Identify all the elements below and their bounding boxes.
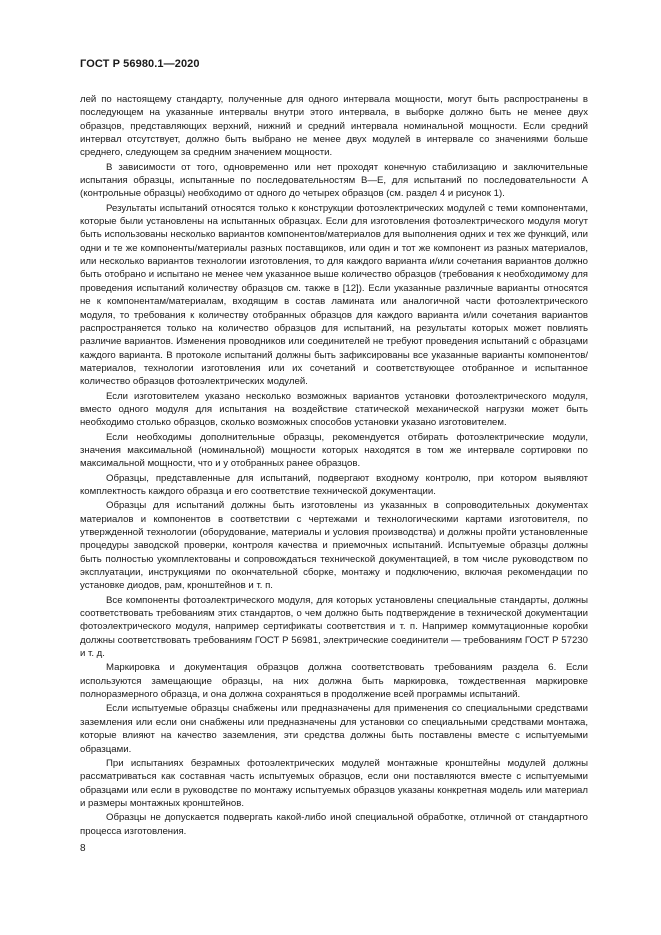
paragraph-12: Образцы не допускается подвергать какой-либо иной специальной обработке, отличной от стандартного процесса изготовления. [80, 812, 588, 837]
paragraph-4: Если изготовителем указано несколько возможных вариантов установки фотоэлектрического модуля, вместо одного модуля для испытания на воздействие статической механической нагрузки может быть необходимо столько образцов, сколько возможных способов установки указано изготовителем. [80, 390, 588, 429]
document-header: ГОСТ Р 56980.1—2020 [80, 58, 200, 70]
page-number: 8 [80, 843, 86, 854]
paragraph-8: Все компоненты фотоэлектрического модуля, для которых установлены специальные стандарты, должны соответствовать требованиям этих стандартов, о чем должно быть подтверждение в технической документации фотоэлектрического модуля, например сертификаты соответствия и т. п. Например коммутационные коробки должны соответствовать требованиям ГОСТ Р 56981, электрические соединители — требованиям ГОСТ Р 57230 и т. д. [80, 594, 588, 660]
paragraph-6: Образцы, представленные для испытаний, подвергают входному контролю, при котором выявляют комплектность каждого образца и его соответствие технической документации. [80, 472, 588, 497]
document-body [80, 93, 588, 839]
paragraph-10: Если испытуемые образцы снабжены или предназначены для применения со специальными средствами заземления или если они снабжены или предназначены для установки со специальными средствами монтажа, которые влияют на качество заземления, эти средства должны быть поставлены вместе с испытуемыми образцами. [80, 703, 588, 755]
paragraph-9: Маркировка и документация образцов должна соответствовать требованиям раздела 6. Если используются замещающие образцы, на них должна быть маркировка, тождественная маркировке полноразмерного образца, и она должна сохраняться в продолжение всей программы испытаний. [80, 662, 588, 701]
paragraph-3: Результаты испытаний относятся только к конструкции фотоэлектрических модулей с теми компонентами, которые были установлены на испытанных образцах. Если для изготовления фотоэлектрического модуля могут быть использованы несколько вариантов компонентов/материалов для выполнения одних и тех же функций, или одни и те же компоненты/материалы разных поставщиков, или один и тот же компонент из разных материалов, или несколько вариантов технологии изготовления, то для каждого варианта и/или сочетания вариантов должно быть отобрано и испытано не менее чем указанное выше количество образцов (требования к необходимому для проведения испытаний количеству образцов см. также в [12]). Если указанные различные варианты относятся не к компонентам/материалам, входящим в состав ламината или аналогичной части фотоэлектрического модуля, то требования к количеству отобранных образцов для каждого варианта и/или сочетания вариантов распространяется только на количество образцов для испытаний, на результаты которых может повлиять различие вариантов. Изменения проводников или соединителей не требуют проведения испытаний с образцами каждого варианта. В протоколе испытаний должны быть зафиксированы все указанные варианты компонентов/материалов, технологии изготовления или их сочетаний и соответствующее отобранное и испытанное количество образцов фотоэлектрических модулей. [80, 202, 588, 388]
paragraph-5: Если необходимы дополнительные образцы, рекомендуется отбирать фотоэлектрические модули, значения максимальной (номинальной) мощности которых находятся в том же интервале сортировки по максимальной мощности, что и у отобранных ранее образцов. [80, 431, 588, 470]
paragraph-1: лей по настоящему стандарту, полученные для одного интервала мощности, могут быть распространены в последующем на указанные интервалы внутри этого интервала, в выборке должно быть не менее двух образцов, представляющих верхний, нижний и средний интервала номинальной мощности. Если средний интервал отсутствует, должно быть выбрано не менее двух модулей в интервале со значениями больше среднего, следующем за средним значением мощности. [80, 94, 588, 159]
paragraph-2: В зависимости от того, одновременно или нет проходят конечную стабилизацию и заключительные испытания образцы, испытанные по последовательностям B—E, для испытаний по последовательности A (контрольные образцы) необходимо от одного до четырех образцов (см. раздел 4 и рисунок 1). [80, 161, 588, 200]
paragraph-11: При испытаниях безрамных фотоэлектрических модулей монтажные кронштейны модулей должны рассматриваться как составная часть испытуемых образцов, если они поставляются вместе с испытуемыми образцами или если в руководстве по монтажу испытуемых образцов указаны конкретная модель или материал и размеры монтажных кронштейнов. [80, 757, 588, 809]
paragraph-7: Образцы для испытаний должны быть изготовлены из указанных в сопроводительных документах материалов и компонентов в соответствии с чертежами и технологическими картами изготовителя, по утвержденной технологии (оборудование, материалы и условия производства) и должны пройти установленные процедуры заводской проверки, контроля качества и приемочных испытаний. Испытуемые образцы должны быть полностью укомплектованы и сопровождаться технической документацией, в том числе руководством по эксплуатации, инструкциями по окончательной сборке, монтажу и подключению, включая рекомендации по установке диодов, рам, кронштейнов и т. п. [80, 500, 588, 592]
